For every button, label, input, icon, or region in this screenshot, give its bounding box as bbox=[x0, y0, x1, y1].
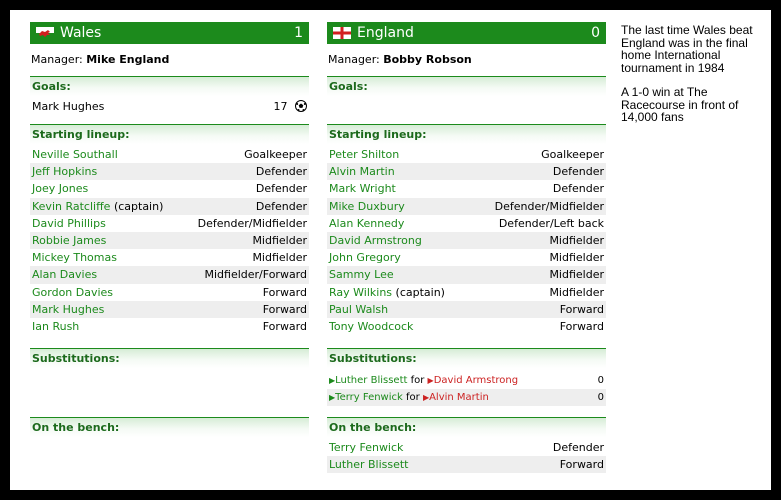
home-subs-header: Substitutions: bbox=[30, 348, 309, 368]
player-position: Forward bbox=[262, 302, 307, 316]
away-team-header bbox=[327, 22, 606, 44]
player-position: Defender bbox=[255, 165, 307, 179]
substitution-row bbox=[327, 389, 606, 406]
sub-in-arrow-icon: ▶ bbox=[329, 393, 336, 403]
home-manager bbox=[30, 53, 309, 67]
player-position: Forward bbox=[262, 285, 307, 299]
player-link[interactable]: Neville Southall bbox=[32, 148, 118, 161]
sub-minute: 0 bbox=[597, 392, 604, 404]
player-position: Defender bbox=[255, 182, 307, 196]
home-goals-header: Goals: bbox=[30, 76, 309, 96]
away-bench-header: On the bench: bbox=[327, 417, 606, 437]
manager-name[interactable]: Bobby Robson bbox=[383, 53, 472, 66]
away-team-score: 0 bbox=[591, 25, 600, 41]
player-link[interactable]: Peter Shilton bbox=[329, 148, 400, 161]
lineup-row bbox=[30, 301, 309, 318]
sub-out-player[interactable]: David Armstrong bbox=[433, 375, 519, 387]
player-position: Forward bbox=[559, 458, 604, 472]
manager-label: Manager: bbox=[328, 53, 380, 66]
player-link[interactable]: David Phillips bbox=[32, 216, 106, 230]
goal-scorer: Mark Hughes bbox=[32, 100, 105, 113]
player-link[interactable]: Tony Woodcock bbox=[329, 319, 414, 333]
lineup-row bbox=[327, 266, 606, 283]
player-position: Defender bbox=[552, 182, 604, 196]
home-team-score: 1 bbox=[294, 25, 303, 41]
player-position: Midfielder bbox=[549, 268, 604, 282]
england-flag-icon bbox=[333, 27, 351, 39]
player-link[interactable]: Gordon Davies bbox=[32, 285, 114, 299]
lineup-row bbox=[327, 163, 606, 180]
note-paragraph: The last time Wales beat England was in the final home International tournament in 1984 bbox=[621, 23, 753, 75]
captain-note: (captain) bbox=[395, 285, 445, 299]
lineup-row bbox=[30, 284, 309, 301]
away-lineup-list bbox=[327, 146, 606, 335]
player-link[interactable]: Luther Blissett bbox=[329, 458, 409, 472]
sub-out-arrow-icon: ▶ bbox=[422, 393, 430, 403]
lineup-row bbox=[30, 318, 309, 335]
note-paragraph: A 1-0 win at The Racecourse in front of 14,000 fans bbox=[621, 85, 739, 124]
captain-note: (captain) bbox=[113, 199, 164, 213]
player-link[interactable]: Mark Hughes bbox=[32, 302, 105, 316]
away-subs-header: Substitutions: bbox=[327, 348, 606, 368]
lineup-row bbox=[30, 180, 309, 197]
lineup-row bbox=[327, 301, 606, 318]
away-team-name[interactable]: England bbox=[357, 25, 414, 41]
bench-row bbox=[327, 456, 606, 473]
goal-row bbox=[30, 98, 309, 115]
substitution-row bbox=[327, 372, 606, 389]
home-bench-header: On the bench: bbox=[30, 417, 309, 437]
lineup-row bbox=[327, 180, 606, 197]
sub-in-arrow-icon: ▶ bbox=[329, 376, 336, 386]
sub-minute: 0 bbox=[597, 375, 604, 387]
player-position: Defender bbox=[255, 199, 307, 213]
bench-row bbox=[327, 439, 606, 456]
player-position: Midfielder bbox=[549, 251, 604, 265]
lineup-row bbox=[30, 249, 309, 266]
football-icon bbox=[295, 100, 307, 112]
player-link[interactable]: John Gregory bbox=[329, 251, 401, 265]
player-position: Midfielder/Forward bbox=[204, 268, 307, 282]
player-link[interactable]: Mike Duxbury bbox=[329, 199, 405, 213]
away-manager bbox=[327, 53, 606, 67]
player-position: Midfielder bbox=[252, 251, 307, 265]
player-position: Defender bbox=[552, 441, 604, 455]
player-link[interactable]: Alvin Martin bbox=[329, 165, 395, 179]
lineup-row bbox=[327, 284, 606, 301]
home-team-header bbox=[30, 22, 309, 44]
sub-for-word: for bbox=[410, 375, 425, 387]
manager-name[interactable]: Mike England bbox=[86, 53, 170, 66]
player-link[interactable]: Terry Fenwick bbox=[329, 441, 404, 455]
manager-label: Manager: bbox=[31, 53, 83, 66]
lineup-row bbox=[327, 215, 606, 232]
sub-in-player[interactable]: Terry Fenwick bbox=[335, 392, 403, 404]
player-link[interactable]: Jeff Hopkins bbox=[32, 165, 98, 179]
player-link[interactable]: Ian Rush bbox=[32, 319, 80, 333]
away-team-column bbox=[327, 22, 606, 473]
match-page bbox=[10, 10, 771, 490]
player-position: Goalkeeper bbox=[244, 148, 307, 161]
player-link[interactable]: Robbie James bbox=[32, 233, 107, 247]
home-team-column bbox=[30, 22, 309, 437]
player-position: Midfielder bbox=[549, 233, 604, 247]
home-lineup-header: Starting lineup: bbox=[30, 124, 309, 144]
player-position: Midfielder bbox=[252, 233, 307, 247]
home-lineup-list bbox=[30, 146, 309, 335]
wales-flag-icon bbox=[36, 27, 54, 39]
lineup-row bbox=[327, 146, 606, 163]
player-position: Defender/Midfielder bbox=[494, 199, 604, 213]
sub-in-player[interactable]: Luther Blissett bbox=[335, 375, 408, 387]
player-position: Goalkeeper bbox=[541, 148, 604, 161]
player-link[interactable]: David Armstrong bbox=[329, 233, 422, 247]
player-link[interactable]: Mickey Thomas bbox=[32, 251, 117, 265]
sub-out-arrow-icon: ▶ bbox=[427, 376, 434, 386]
goal-minute: 17 bbox=[273, 100, 288, 113]
lineup-row bbox=[30, 146, 309, 163]
match-notes-sidebar bbox=[621, 24, 761, 136]
away-goals-header: Goals: bbox=[327, 76, 606, 96]
player-position: Forward bbox=[559, 302, 604, 316]
lineup-row bbox=[327, 318, 606, 335]
player-link[interactable]: Kevin Ratcliffe bbox=[32, 199, 111, 213]
lineup-row bbox=[327, 198, 606, 215]
away-lineup-header: Starting lineup: bbox=[327, 124, 606, 144]
lineup-row bbox=[327, 232, 606, 249]
home-team-name[interactable]: Wales bbox=[60, 25, 102, 41]
player-link[interactable]: Joey Jones bbox=[32, 182, 89, 196]
player-link[interactable]: Paul Walsh bbox=[329, 302, 389, 316]
player-position: Forward bbox=[559, 319, 604, 333]
lineup-row bbox=[30, 163, 309, 180]
sub-out-player[interactable]: Alvin Martin bbox=[429, 392, 489, 404]
sub-for-word: for bbox=[406, 392, 420, 404]
lineup-row bbox=[30, 266, 309, 283]
player-link[interactable]: Mark Wright bbox=[329, 182, 396, 196]
player-position: Forward bbox=[262, 319, 307, 333]
lineup-row bbox=[30, 215, 309, 232]
lineup-row bbox=[327, 249, 606, 266]
player-link[interactable]: Alan Davies bbox=[32, 268, 98, 282]
player-position: Defender bbox=[552, 165, 604, 179]
player-position: Defender/Midfielder bbox=[197, 216, 307, 230]
player-link[interactable]: Alan Kennedy bbox=[329, 216, 405, 230]
lineup-row bbox=[30, 198, 309, 215]
player-link[interactable]: Ray Wilkins bbox=[329, 285, 393, 299]
player-position: Midfielder bbox=[549, 285, 604, 299]
player-link[interactable]: Sammy Lee bbox=[329, 268, 394, 282]
lineup-row bbox=[30, 232, 309, 249]
player-position: Defender/Left back bbox=[498, 216, 604, 230]
